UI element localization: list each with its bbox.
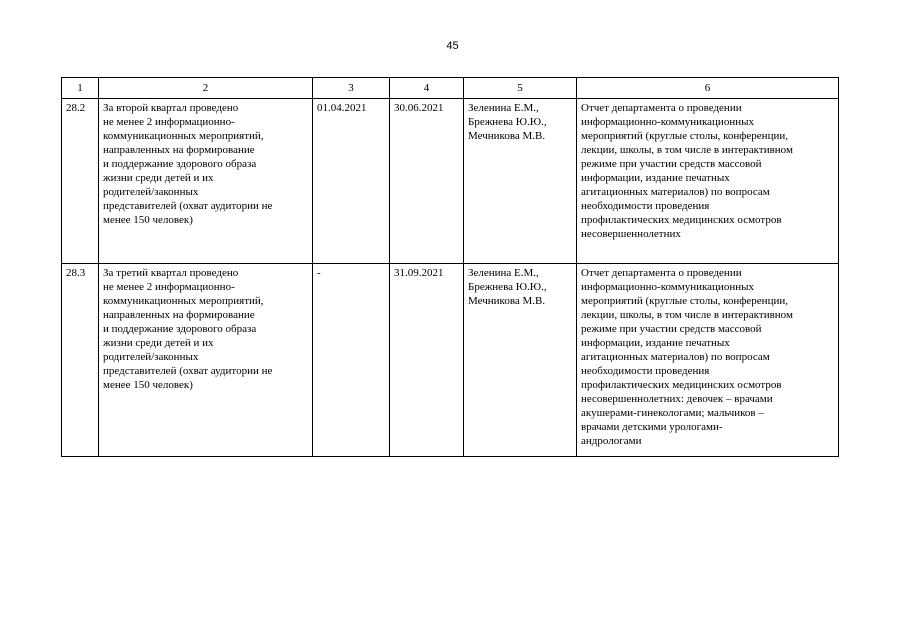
plan-table — [61, 77, 839, 457]
end-date: 31.09.2021 — [394, 267, 444, 279]
activity-cell — [99, 99, 313, 264]
start-date: 01.04.2021 — [317, 102, 367, 114]
header-col-2: 2 — [99, 78, 313, 99]
report-text: Отчет департамента о проведении информационно-коммуникационных мероприятий (круглые столы, конференции, лекции, школы, в том числе в интерактивном режиме при участии средств массовой информации, издание печатных агитационных материалов) по вопросам необходимости проведения профилактических медицинских осмотров несовершеннолетних: девочек – врачами акушерами-гинекологами; мальчиков – врачами детскими урологами- андрологами — [581, 267, 793, 447]
responsible-persons: Зеленина Е.М., Брежнева Ю.Ю., Мечникова М.В. — [468, 267, 547, 307]
activity-text: За второй квартал проведено не менее 2 информационно- коммуникационных мероприятий, направленных на формирование и поддержание здорового образа жизни среди детей и их родителей/законных представителей (охват аудитории не менее 150 человек) — [103, 102, 273, 226]
header-col-3: 3 — [313, 78, 390, 99]
start-date: - — [317, 267, 321, 279]
start-date-cell — [313, 99, 390, 264]
activity-cell — [99, 264, 313, 457]
activity-text: За третий квартал проведено не менее 2 информационно- коммуникационных мероприятий, направленных на формирование и поддержание здорового образа жизни среди детей и их родителей/законных представителей (охват аудитории не менее 150 человек) — [103, 267, 273, 391]
row-number: 28.2 — [66, 102, 86, 114]
page-number: 45 — [446, 40, 459, 52]
responsible-cell — [464, 264, 577, 457]
end-date-cell — [390, 264, 464, 457]
row-number-cell — [62, 99, 99, 264]
report-cell — [577, 264, 839, 457]
start-date-cell — [313, 264, 390, 457]
table-row — [62, 99, 839, 264]
table-row — [62, 264, 839, 457]
report-cell — [577, 99, 839, 264]
header-col-6: 6 — [577, 78, 839, 99]
header-col-1: 1 — [62, 78, 99, 99]
row-number-cell — [62, 264, 99, 457]
responsible-cell — [464, 99, 577, 264]
header-col-5: 5 — [464, 78, 577, 99]
end-date: 30.06.2021 — [394, 102, 444, 114]
responsible-persons: Зеленина Е.М., Брежнева Ю.Ю., Мечникова М.В. — [468, 102, 547, 142]
end-date-cell — [390, 99, 464, 264]
row-number: 28.3 — [66, 267, 86, 279]
header-row — [62, 78, 839, 99]
report-text: Отчет департамента о проведении информационно-коммуникационных мероприятий (круглые столы, конференции, лекции, школы, в том числе в интерактивном режиме при участии средств массовой информации, издание печатных агитационных материалов) по вопросам необходимости проведения профилактических медицинских осмотров несовершеннолетних — [581, 102, 793, 240]
header-col-4: 4 — [390, 78, 464, 99]
